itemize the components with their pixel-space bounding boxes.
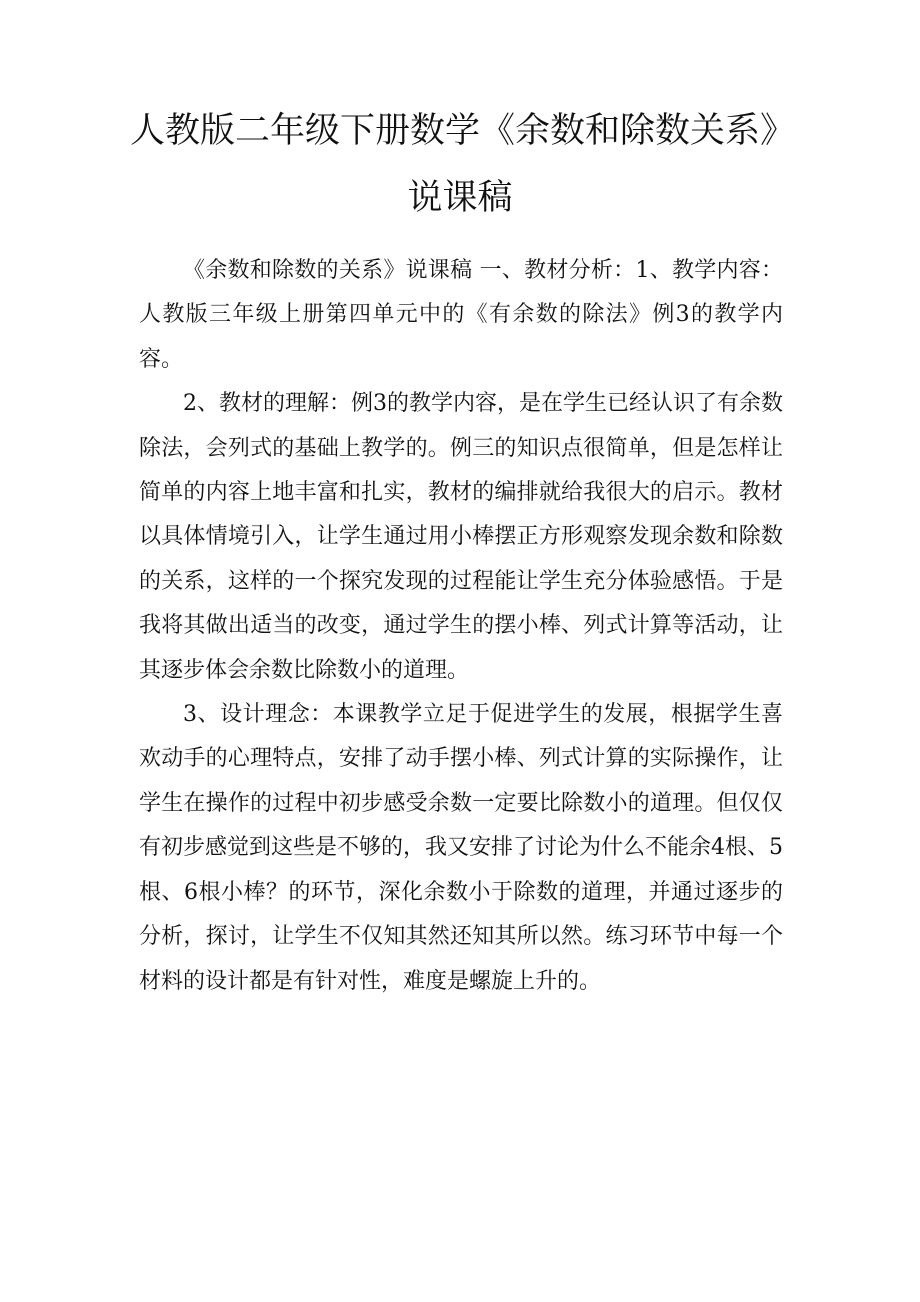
page-title: 人教版二年级下册数学《余数和除数关系》 bbox=[130, 111, 796, 151]
paragraph-design-concept: 3、设计理念：本课教学立足于促进学生的发展，根据学生喜欢动手的心理特点，安排了动手摆小棒、列式计算的实际操作，让学生在操作的过程中初步感受余数一定要比除数小的道理。但仅仅有初步感觉到这些是不够的，我又安排了讨论为什么不能余4根、5根、6根小棒？的环节，深化余数小于除数的道理，并通过逐步的分析，探讨，让学生不仅知其然还知其所以然。练习环节中每一个材料的设计都是有针对性，难度是螺旋上升的。 bbox=[139, 702, 783, 994]
page-title-continued: 说课稿 bbox=[407, 178, 513, 218]
document-body bbox=[139, 249, 783, 1004]
paragraph-material-understanding: 2、教材的理解：例3的教学内容，是在学生已经认识了有余数除法，会列式的基础上教学的。例三的知识点很简单，但是怎样让简单的内容上地丰富和扎实，教材的编排就给我很大的启示。教材以具体情境引入，让学生通过用小棒摆正方形观察发现余数和除数的关系，这样的一个探究发现的过程能让学生充分体验感悟。于是我将其做出适当的改变，通过学生的摆小棒、列式计算等活动，让其逐步体会余数比除数小的道理。 bbox=[139, 391, 783, 683]
paragraph-teaching-content: 《余数和除数的关系》说课稿 一、教材分析：1、教学内容：人教版三年级上册第四单元中的《有余数的除法》例3的教学内容。 bbox=[139, 258, 783, 372]
